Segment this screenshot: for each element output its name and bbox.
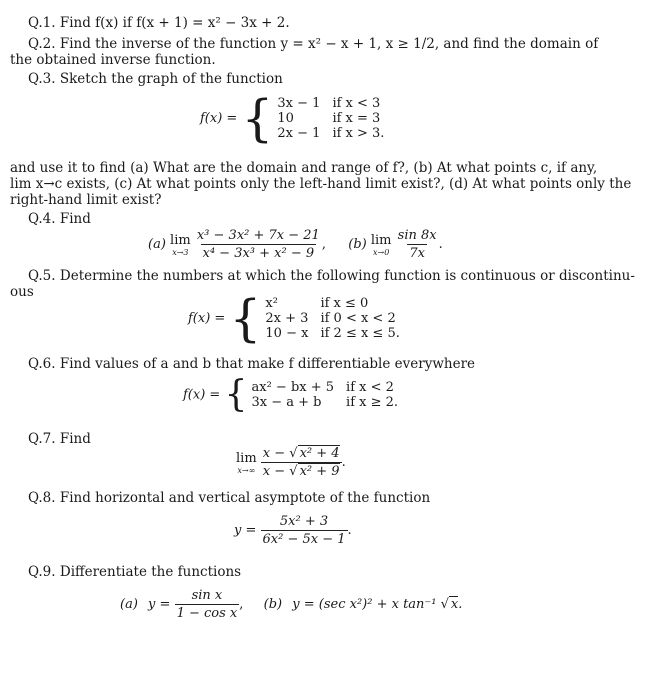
- q9-line: [28, 564, 241, 580]
- q3-case3-cond: if x > 3.: [332, 126, 385, 141]
- q9-label: Q.9.: [28, 564, 56, 580]
- q3-label: Q.3.: [28, 71, 56, 87]
- q6-fx: f(x) =: [183, 387, 221, 403]
- q6-cases: [252, 380, 399, 410]
- q4-a-label: (a): [148, 237, 166, 252]
- q5-cases: [265, 296, 399, 341]
- q3-case2-cond: if x = 3: [332, 111, 381, 126]
- q7-lim-sub: x→∞: [237, 465, 256, 475]
- q6-case1-expr: ax² − bx + 5: [251, 380, 335, 395]
- q2-label: Q.2.: [28, 36, 56, 52]
- q5-case1-expr: x²: [265, 296, 278, 311]
- q4-a-numerator: x³ − 3x² + 7x − 21: [196, 228, 320, 243]
- q5-fx: f(x) =: [188, 311, 226, 326]
- q5-label: Q.5.: [28, 268, 56, 284]
- q5-line1: [28, 268, 635, 284]
- q6-piecewise: [183, 374, 399, 415]
- q4-a-fraction: [195, 228, 322, 261]
- q9-a-fraction: [175, 588, 240, 621]
- q8-denominator: 6x² − 5x − 1: [262, 532, 346, 547]
- q2-line1: [28, 36, 598, 52]
- q4-b-lim-sub: x→0: [373, 247, 390, 257]
- q5-line2: ous: [10, 284, 34, 300]
- q2-line2: the obtained inverse function.: [10, 52, 216, 68]
- q4-a-denominator: x⁴ − 3x³ + x² − 9: [202, 246, 315, 261]
- q3-after2: lim x→c exists, (c) At what points only the left-hand limit exist?, (d) At what points only the: [10, 176, 632, 192]
- q5-case3-expr: 10 − x: [265, 326, 309, 341]
- q7-lim-word: lim: [236, 450, 257, 466]
- q4-line: [28, 211, 91, 227]
- q4-a-limit: [170, 233, 191, 257]
- q3-case1-expr: 3x − 1: [277, 96, 321, 111]
- q8-text: Find horizontal and vertical asymptote of the function: [59, 490, 431, 506]
- q1-text: Find f(x) if f(x + 1) = x² − 3x + 2.: [59, 15, 290, 31]
- q9-b-label: (b): [263, 597, 283, 612]
- q4-b-label: (b): [348, 237, 367, 252]
- q9-a-label: (a): [120, 597, 138, 612]
- q1-label: Q.1.: [28, 15, 56, 31]
- q8-expression: y = $\frac{\text{5x² + 3}}{\text{6x² − 5x − 1}}$ .: [234, 514, 352, 547]
- q7-text: Find: [59, 431, 91, 447]
- q7-label: Q.7.: [28, 431, 56, 447]
- q6-case1-cond: if x < 2: [346, 380, 394, 395]
- q4-a-lim-sub: x→3: [172, 247, 189, 257]
- q3-after3: right-hand limit exist?: [10, 192, 162, 208]
- q8-line: [28, 490, 430, 506]
- q3-case1-cond: if x < 3: [332, 96, 381, 111]
- q6-label: Q.6.: [28, 356, 56, 372]
- q4-b-numerator: sin 8x: [397, 228, 437, 243]
- q3-case2-expr: 10: [277, 111, 294, 126]
- q9-a-lhs: y =: [148, 597, 171, 612]
- q9-b-expression: y = (sec x²)² + x tan⁻¹ √ x.: [292, 597, 463, 612]
- q9-expressions: (a) y = $\frac{\text{sin x}}{\text{1 − cos x}}$ , (b) y = (sec x²)² + x tan⁻¹ √ x.: [120, 588, 463, 621]
- q8-fraction: [261, 514, 348, 547]
- q7-line: [28, 431, 91, 447]
- q3-brace: {: [241, 89, 274, 148]
- q5-case1-cond: if x ≤ 0: [320, 296, 369, 311]
- q3-piecewise: [200, 89, 385, 148]
- q5-case2-expr: 2x + 3: [265, 311, 309, 326]
- q7-fraction: [261, 446, 342, 479]
- q5-piecewise: [188, 289, 400, 348]
- q9-a-denominator: 1 − cos x: [176, 606, 238, 621]
- q5-case3-cond: if 2 ≤ x ≤ 5.: [320, 326, 400, 341]
- q4-a-lim-word: lim: [170, 232, 191, 248]
- q3-case3-expr: 2x − 1: [277, 126, 321, 141]
- q6-line: [28, 356, 475, 372]
- q4-label: Q.4.: [28, 211, 56, 227]
- q5-brace: {: [229, 289, 262, 348]
- q7-expression: lim x→∞ $\frac{\text{x − √ x² + 4}}{\text{x − √ x² + 9}}$ .: [236, 446, 346, 479]
- q7-denominator: x − √ x² + 9: [262, 464, 340, 479]
- q4-b-limit: [371, 233, 392, 257]
- q7-numerator: x − √ x² + 4: [262, 446, 340, 461]
- q3-line: [28, 71, 283, 87]
- q4-text: Find: [59, 211, 91, 227]
- q3-text: Sketch the graph of the function: [59, 71, 283, 87]
- q5-case2-cond: if 0 < x < 2: [320, 311, 396, 326]
- q8-lhs: y =: [234, 523, 257, 538]
- q2-text-1: Find the inverse of the function y = x² − x + 1, x ≥ 1/2, and find the domain of: [59, 36, 599, 52]
- q6-text: Find values of a and b that make f differentiable everywhere: [59, 356, 476, 372]
- q4-b-denominator: 7x: [409, 246, 425, 261]
- q3-cases: [277, 96, 384, 141]
- q6-brace: {: [224, 374, 248, 415]
- q3-after1: and use it to find (a) What are the domain and range of f?, (b) At what points c, if any,: [10, 160, 598, 176]
- q4-expressions: (a) lim x→3 $\frac{\text{x³ − 3x² + 7x − 21}}{\text{x⁴ − 3x³ + x² − 9}}$ , (b) lim x→0 $\frac{\sin 8x}{7x}$ .: [148, 228, 443, 261]
- q8-label: Q.8.: [28, 490, 56, 506]
- q6-case2-expr: 3x − a + b: [251, 395, 322, 410]
- q8-numerator: 5x² + 3: [279, 514, 329, 529]
- q7-limit: [236, 451, 257, 475]
- q9-text: Differentiate the functions: [59, 564, 242, 580]
- q3-fx: f(x) =: [200, 111, 238, 126]
- q1-line: [28, 15, 290, 31]
- q5-text-1: Determine the numbers at which the following function is continuous or discontinu-: [59, 268, 635, 284]
- q4-b-lim-word: lim: [370, 232, 392, 248]
- q6-case2-cond: if x ≥ 2.: [346, 395, 399, 410]
- q4-b-fraction: [396, 228, 439, 261]
- q9-a-numerator: sin x: [191, 588, 223, 603]
